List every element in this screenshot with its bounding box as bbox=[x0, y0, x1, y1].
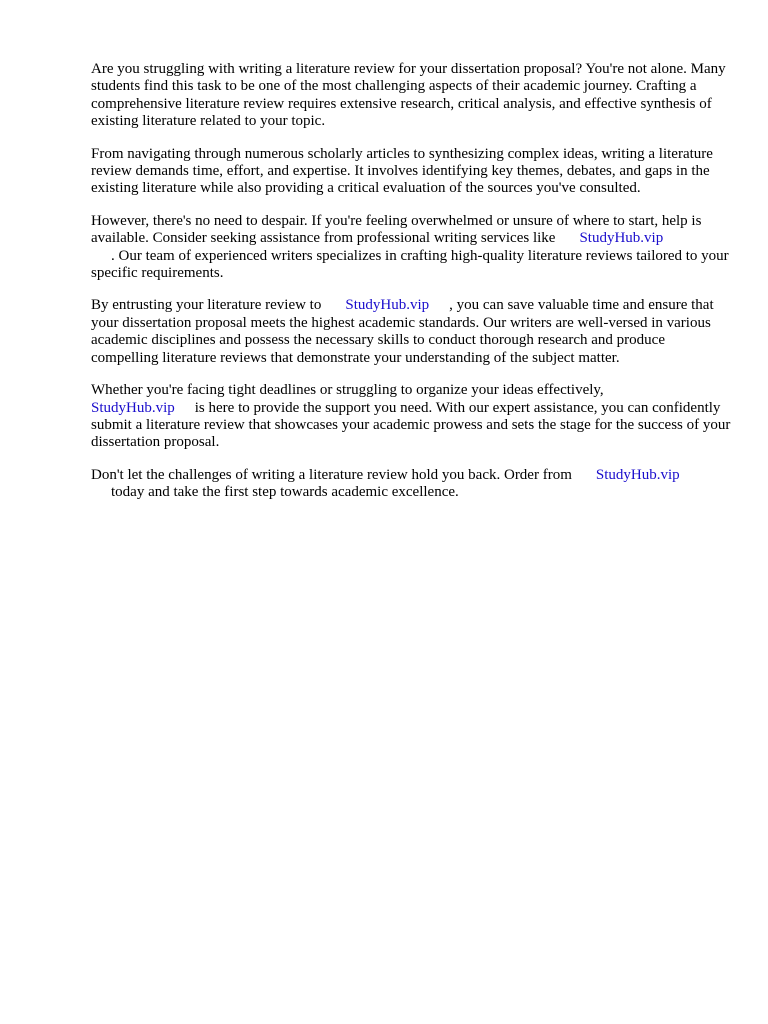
paragraph-intro bbox=[91, 61, 731, 131]
paragraph-challenges bbox=[91, 146, 731, 198]
paragraph-order-text-before: Don't let the challenges of writing a literature review hold you back. Order from bbox=[91, 466, 572, 483]
paragraph-deadlines-text-before: Whether you're facing tight deadlines or struggling to organize your ideas effectively, bbox=[91, 382, 604, 399]
paragraph-entrust-text-before: By entrusting your literature review to bbox=[91, 297, 322, 314]
studyhub-link-3[interactable]: StudyHub.vip bbox=[91, 399, 175, 416]
document-body bbox=[91, 61, 731, 517]
studyhub-link-1[interactable]: StudyHub.vip bbox=[579, 230, 664, 247]
paragraph-help-text-after: . Our team of experienced writers specializes in crafting high-quality literature reviews tailored to your specific requirements. bbox=[91, 247, 729, 282]
paragraph-order bbox=[91, 467, 731, 502]
paragraph-challenges-text: From navigating through numerous scholarly articles to synthesizing complex ideas, writing a literature review demands time, effort, and expertise. It involves identifying key themes, debates, and gaps in the existing literature while also providing a critical evaluation of the sources you've consulted. bbox=[91, 145, 713, 197]
paragraph-deadlines bbox=[91, 382, 731, 452]
studyhub-link-4[interactable]: StudyHub.vip bbox=[595, 466, 680, 483]
paragraph-help-text-before: However, there's no need to despair. If you're feeling overwhelmed or unsure of where to start, help is available. Consider seeking assistance from professional writing services like bbox=[91, 212, 702, 247]
studyhub-link-2[interactable]: StudyHub.vip bbox=[345, 297, 430, 314]
paragraph-intro-text: Are you struggling with writing a literature review for your dissertation proposal? You're not alone. Many students find this task to be one of the most challenging aspects of their academic journey. Crafting a comprehensive literature review requires extensive research, critical analysis, and effective synthesis of existing literature related to your topic. bbox=[91, 61, 726, 130]
paragraph-entrust-text-after: , you can save valuable time and ensure that your dissertation proposal meets the highest academic standards. Our writers are well-versed in various academic disciplines and possess the necessary skills to conduct thorough research and produce compelling literature reviews that demonstrate your understanding of the subject matter. bbox=[91, 297, 714, 366]
paragraph-order-text-after: today and take the first step towards academic excellence. bbox=[111, 484, 459, 501]
paragraph-entrust bbox=[91, 297, 731, 367]
paragraph-help bbox=[91, 213, 731, 283]
paragraph-deadlines-text-after: is here to provide the support you need. With our expert assistance, you can confidently submit a literature review that showcases your academic prowess and sets the stage for the success of your dissertation proposal. bbox=[91, 399, 731, 451]
